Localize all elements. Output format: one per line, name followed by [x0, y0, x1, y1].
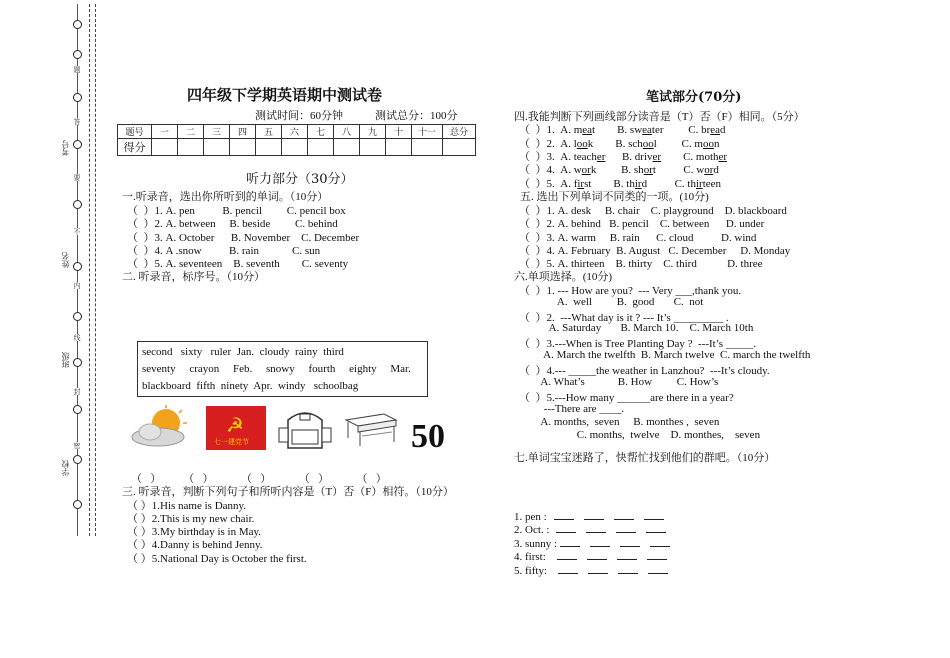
s4-item: （ ）5. A. first B. third C. thirteen	[519, 178, 722, 190]
binding-hole	[73, 358, 82, 367]
listening-heading: 听力部分（30分）	[246, 172, 354, 187]
s6-line: ---There are ____.	[519, 403, 625, 415]
s3-item: （ ）3.My birthday is in May.	[127, 526, 262, 538]
exam-total: 测试总分：100分	[375, 110, 458, 122]
answer-blank[interactable]	[558, 564, 578, 574]
s5-item: （ ）5. A. thirteen B. thirty C. third D. three	[519, 258, 763, 270]
score-header-cell: 六	[282, 125, 308, 139]
s5-item: （ ）2. A. behind B. pencil C. between D. under	[519, 218, 765, 230]
s7-item: 5. fifty:	[514, 564, 673, 577]
score-header-cell: 五	[256, 125, 282, 139]
s1-item: （ ）1. A. pen B. pencil C. pencil box	[127, 205, 346, 217]
binding-hole	[73, 500, 82, 509]
score-cell[interactable]	[152, 139, 178, 156]
score-cell[interactable]	[282, 139, 308, 156]
s6-line: A. well B. good C. not	[519, 296, 704, 308]
answer-blank[interactable]	[646, 523, 666, 533]
s4-item: （ ）2. A. look B. school C. moon	[519, 138, 720, 150]
party-flag-picture	[206, 406, 266, 450]
seal-hint: 不	[73, 228, 81, 235]
binding-hole	[73, 20, 82, 29]
school-label: 学校	[61, 460, 70, 476]
s6-line: （ ）5.---How many ______are there in a year?	[519, 392, 734, 404]
answer-blank[interactable]	[644, 510, 664, 520]
s5-item: （ ）3. A. warm B. rain C. cloud D. wind	[519, 232, 757, 244]
answer-blank[interactable]	[648, 564, 668, 574]
score-row-label: 得分	[118, 139, 152, 156]
number-fifty-picture: 50	[411, 418, 445, 455]
score-cell[interactable]	[334, 139, 360, 156]
s1-item: （ ）2. A. between B. beside C. behind	[127, 218, 338, 230]
section-1-title: 一.听录音，选出你所听到的单词。（10分）	[122, 191, 329, 203]
answer-blank[interactable]	[620, 537, 640, 547]
score-header-cell: 九	[360, 125, 386, 139]
score-cell[interactable]	[230, 139, 256, 156]
binding-line-inner	[95, 4, 96, 536]
answer-blank[interactable]	[618, 564, 638, 574]
seal-hint: 内	[73, 282, 81, 289]
answer-blank[interactable]	[587, 550, 607, 560]
answer-blank[interactable]	[584, 510, 604, 520]
answer-blank[interactable]	[586, 523, 606, 533]
word-bank-line: second sixty ruler Jan. cloudy rainy third	[142, 346, 344, 358]
word-bank-line: blackboard fifth ninety Apr. windy schoolbag	[142, 380, 359, 392]
s6-line: （ ）1. --- How are you? --- Very ___,thank you.	[519, 285, 742, 297]
seal-hint: 要	[73, 174, 81, 181]
score-cell[interactable]	[412, 139, 443, 156]
s7-item: 2. Oct. :	[514, 523, 671, 536]
section-4-title: 四.我能判断下列画线部分读音是（T）否（F）相同。（5分）	[514, 111, 805, 123]
s3-item: （ ）5.National Day is October the first.	[127, 553, 307, 565]
s5-item: （ ）4. A. February B. August C. December D. Monday	[519, 245, 791, 257]
score-header-cell: 一	[152, 125, 178, 139]
exam-time: 测试时间：60分钟	[255, 110, 343, 122]
seal-hint: 密	[73, 442, 81, 449]
s6-line: （ ）2. ---What day is it ? --- It’s _________ .	[519, 312, 729, 324]
word-bank-line: seventy crayon Feb. snowy fourth eighty Mar.	[142, 363, 411, 375]
answer-blank[interactable]	[556, 523, 576, 533]
binding-hole	[73, 140, 82, 149]
score-header-cell: 题号	[118, 125, 152, 139]
binding-hole	[73, 455, 82, 464]
binding-hole	[73, 312, 82, 321]
word-bank	[137, 341, 428, 397]
written-heading: 笔试部分(70分)	[646, 90, 742, 105]
seal-hint: 题	[73, 66, 81, 73]
s6-line: （ ）4.--- _____the weather in Lanzhou? ---It’s cloudy.	[519, 365, 770, 377]
score-header-cell: 二	[178, 125, 204, 139]
section-5-title: 五. 选出下列单词不同类的一项。(10分)	[520, 191, 709, 203]
answer-blank[interactable]	[616, 523, 636, 533]
s3-item: （ ）4.Danny is behind Jenny.	[127, 539, 263, 551]
s1-item: （ ）3. A. October B. November C. December	[127, 232, 360, 244]
score-header-cell: 三	[204, 125, 230, 139]
section-3-title: 三. 听录音，判断下列句子和所听内容是（T）否（F）相符。（10分）	[122, 486, 454, 498]
exam-number-label: 考号	[61, 140, 70, 156]
name-label: 姓名	[61, 252, 70, 268]
picture-answer-row: （ ） （ ） （ ） （ ） （ ）	[131, 473, 387, 485]
binding-hole	[73, 405, 82, 414]
seal-hint: 答	[73, 118, 81, 125]
s1-item: （ ）4. A .snow B. rain C. sun	[127, 245, 321, 257]
score-cell[interactable]	[443, 139, 476, 156]
desk-picture	[342, 410, 398, 448]
answer-blank[interactable]	[647, 550, 667, 560]
answer-blank[interactable]	[617, 550, 637, 560]
score-header-cell: 八	[334, 125, 360, 139]
binding-line-outer	[89, 4, 90, 536]
binding-hole	[73, 200, 82, 209]
section-2-title: 二. 听录音，标序号。（10分）	[122, 271, 265, 283]
score-cell[interactable]	[204, 139, 230, 156]
binding-hole	[73, 262, 82, 271]
answer-blank[interactable]	[650, 537, 670, 547]
score-header-cell: 七	[308, 125, 334, 139]
score-header-cell: 十	[386, 125, 412, 139]
schoolbag-picture	[276, 406, 334, 452]
s7-item: 4. first:	[514, 550, 672, 563]
section-7-title: 七.单词宝宝迷路了，快帮忙找到他们的群吧。（10分）	[514, 452, 776, 464]
score-cell[interactable]	[178, 139, 204, 156]
seal-hint: 线	[73, 334, 81, 341]
answer-blank[interactable]	[614, 510, 634, 520]
score-table	[117, 124, 476, 156]
exam-title: 四年级下学期英语期中测试卷	[187, 86, 383, 104]
svg-text:☭: ☭	[226, 413, 244, 437]
answer-blank[interactable]	[557, 550, 577, 560]
score-cell[interactable]	[308, 139, 334, 156]
section-6-title: 六.单项选择。(10分)	[514, 271, 613, 283]
answer-blank[interactable]	[590, 537, 610, 547]
score-cell[interactable]	[386, 139, 412, 156]
score-header-cell: 十一	[412, 125, 443, 139]
score-header-cell: 四	[230, 125, 256, 139]
score-header-cell: 总分	[443, 125, 476, 139]
s3-item: （ ）1.His name is Danny.	[127, 500, 247, 512]
score-header-row	[118, 125, 476, 139]
s4-item: （ ）3. A. teacher B. driver C. mother	[519, 151, 728, 163]
s3-item: （ ）2.This is my new chair.	[127, 513, 255, 525]
seal-hint: 封	[73, 388, 81, 395]
s6-line: A. March the twelfth B. March twelve C. march the twelfth	[519, 349, 811, 361]
answer-blank[interactable]	[560, 537, 580, 547]
s1-item: （ ）5. A. seventeen B. seventh C. seventy	[127, 258, 349, 270]
class-label: 班级	[61, 352, 70, 368]
s7-item: 1. pen :	[514, 510, 669, 523]
binding-hole	[73, 93, 82, 102]
score-value-row	[118, 139, 476, 156]
score-cell[interactable]	[360, 139, 386, 156]
answer-blank[interactable]	[554, 510, 574, 520]
s6-line: C. months, twelve D. monthes, seven	[519, 429, 761, 441]
s4-item: （ ）4. A. work B. short C. word	[519, 164, 719, 176]
answer-blank[interactable]	[588, 564, 608, 574]
binding-hole	[73, 50, 82, 59]
cloudy-sun-picture	[130, 405, 190, 447]
s6-line: A. Saturday B. March 10. C. March 10th	[519, 322, 754, 334]
s6-line: A. months, seven B. monthes , seven	[519, 416, 720, 428]
s7-item: 3. sunny :	[514, 537, 675, 550]
s5-item: （ ）1. A. desk B. chair C. playground D. blackboard	[519, 205, 787, 217]
score-cell[interactable]	[256, 139, 282, 156]
s6-line: A. What’s B. How C. How’s	[519, 376, 719, 388]
party-badge-text: 七一建党节	[214, 438, 249, 446]
s4-item: （ ）1. A. meat B. sweater C. bread	[519, 124, 726, 136]
s6-line: （ ）3.---When is Tree Planting Day ? ---It’s _____.	[519, 338, 757, 350]
